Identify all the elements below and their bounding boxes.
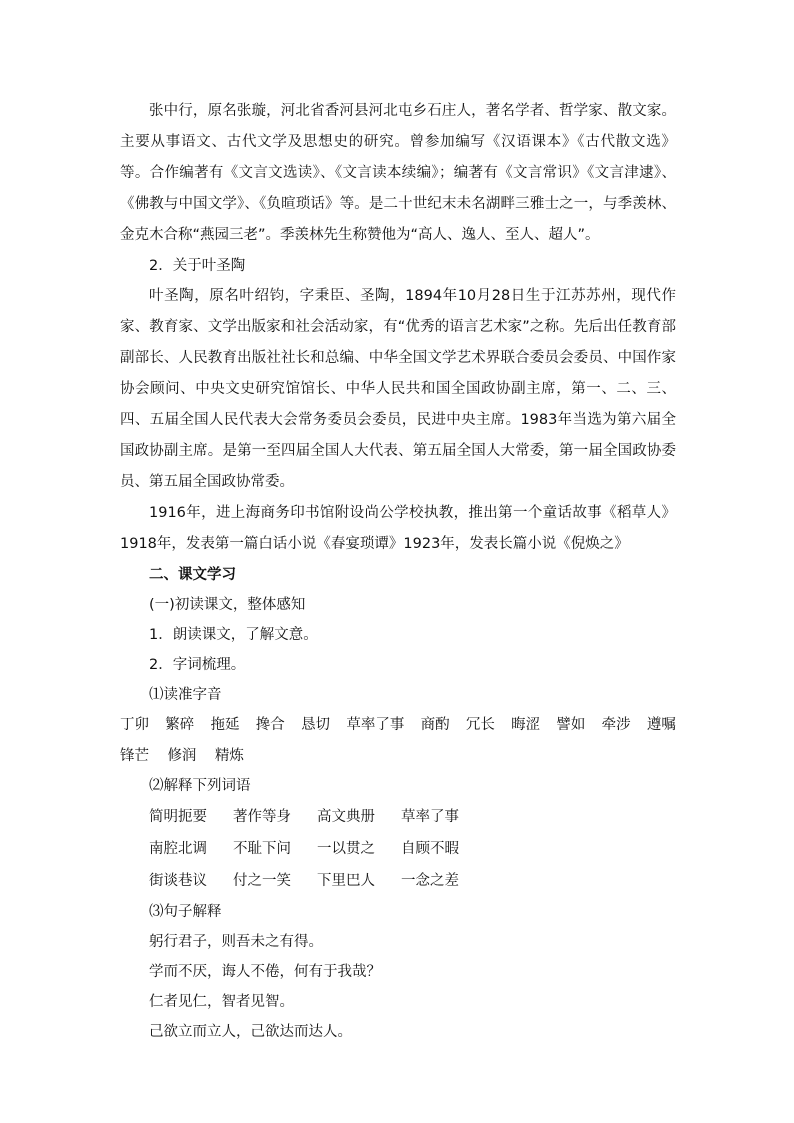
pron-word: 遵嘱 xyxy=(646,717,676,733)
term: 付之一笑 xyxy=(233,873,291,889)
term: 一以贯之 xyxy=(317,841,375,857)
terms-row-1 xyxy=(120,801,676,833)
pron-word: 草率了事 xyxy=(346,717,405,733)
pron-word: 拖延 xyxy=(210,717,240,733)
pron-word: 精炼 xyxy=(214,748,244,764)
subitem-pronunciation: ⑴读准字音 xyxy=(149,687,222,703)
document-body xyxy=(120,96,676,1047)
pron-word: 譬如 xyxy=(556,717,586,733)
part-title-text-study: 二、课文学习 xyxy=(149,567,236,583)
terms-row-2 xyxy=(120,833,676,865)
paragraph-zhang-zhongxing: 张中行，原名张璇，河北省香河县河北屯乡石庄人，著名学者、哲学家、散文家。主要从事语文、古代文学及思想史的研究。曾参加编写《汉语课本》《古代散文选》等。合作编著有《文言文选读》、《文言读本续编》；编著有《文言常识》《文言津逮》、《佛教与中国文学》、《负暄琐话》等。是二十世纪末未名湖畔三雅士之一，与季羡林、金克木合称“燕园三老”。季羡林先生称赞他为“高人、逸人、至人、超人”。 xyxy=(120,103,676,243)
term: 不耻下问 xyxy=(233,841,291,857)
term: 下里巴人 xyxy=(317,873,375,889)
pron-word: 锋芒 xyxy=(120,748,149,764)
pron-word: 晦涩 xyxy=(511,717,541,733)
pron-word: 搀合 xyxy=(255,717,285,733)
paragraph-ye-shengtao: 叶圣陶，原名叶绍钧，字秉臣、圣陶，1894年10月28日生于江苏苏州，现代作家、教育家、文学出版家和社会活动家，有“优秀的语言艺术家”之称。先后出任教育部副部长、人民教育出版社社长和总编、中华全国文学艺术界联合委员会委员、中国作家协会顾问、中央文史研究馆馆长、中华人民共和国全国政协副主席，第一、二、三、四、五届全国人民代表大会常务委员会委员，民进中央主席。1983年当选为第六届全国政协副主席。是第一至四届全国人大代表、第五届全国人大常委，第一届全国政协委员、第五届全国政协常委。 xyxy=(120,288,676,490)
section-title-ye-shengtao: 2．关于叶圣陶 xyxy=(149,258,246,274)
pron-word: 牵涉 xyxy=(601,717,631,733)
pron-word: 修润 xyxy=(167,748,197,764)
pron-word: 恳切 xyxy=(301,717,331,733)
sentence-line: 躬行君子，则吾未之有得。 xyxy=(149,934,323,950)
pronunciation-words-row-1 xyxy=(120,710,676,741)
pron-word: 冗长 xyxy=(465,717,495,733)
pron-word: 繁碎 xyxy=(165,717,195,733)
term: 草率了事 xyxy=(401,809,459,825)
subsection-title-first-reading: (一)初读课文，整体感知 xyxy=(149,597,306,613)
sentence-line: 己欲立而立人，己欲达而达人。 xyxy=(149,1024,352,1040)
pron-word: 丁卯 xyxy=(120,717,149,733)
pronunciation-words-row-2 xyxy=(120,741,676,771)
term: 南腔北调 xyxy=(149,841,207,857)
term: 高文典册 xyxy=(317,809,375,825)
terms-row-3 xyxy=(120,865,676,897)
paragraph-ye-works: 1916年，进上海商务印书馆附设尚公学校执教，推出第一个童话故事《稻草人》1918年，发表第一篇白话小说《春宴琐谭》1923年，发表长篇小说《倪焕之》 xyxy=(120,505,676,552)
subitem-explain-terms: ⑵解释下列词语 xyxy=(149,778,251,794)
term: 著作等身 xyxy=(233,809,291,825)
term: 一念之差 xyxy=(401,873,459,889)
term: 街谈巷议 xyxy=(149,873,207,889)
sentence-line: 学而不厌，诲人不倦，何有于我哉？ xyxy=(149,964,381,980)
item-read-aloud: 1．朗读课文，了解文意。 xyxy=(149,627,318,643)
item-word-review: 2．字词梳理。 xyxy=(149,657,246,673)
term: 自顾不暇 xyxy=(401,841,459,857)
term: 简明扼要 xyxy=(149,809,207,825)
sentence-line: 仁者见仁，智者见智。 xyxy=(149,994,294,1010)
pron-word: 商酌 xyxy=(420,717,450,733)
subitem-sentence-explain: ⑶句子解释 xyxy=(149,904,222,920)
